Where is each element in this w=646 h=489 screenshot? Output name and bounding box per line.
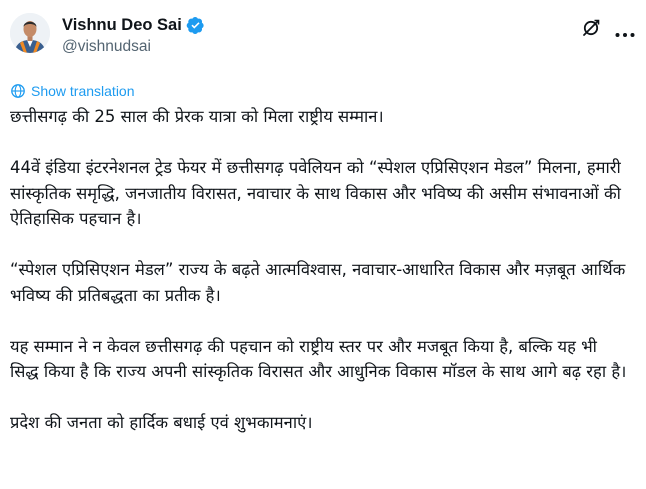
show-translation-label: Show translation xyxy=(31,83,135,99)
tweet-paragraph: छत्तीसगढ़ की 25 साल की प्रेरक यात्रा को मिला राष्ट्रीय सम्मान। xyxy=(10,107,384,126)
tweet-text xyxy=(10,104,630,436)
grok-icon[interactable] xyxy=(581,18,601,38)
author-display-name[interactable]: Vishnu Deo Sai xyxy=(62,15,182,34)
tweet-paragraph: “स्पेशल एप्रिसिएशन मेडल” राज्य के बढ़ते आत्मविश्वास, नवाचार-आधारित विकास और मज़बूत आर्थिक भविष्य की प्रतिबद्धता का प्रतीक है। xyxy=(10,260,626,305)
globe-translate-icon xyxy=(10,83,26,99)
verified-badge-icon xyxy=(186,16,205,35)
tweet-paragraph: यह सम्मान ने न केवल छत्तीसगढ़ की पहचान को राष्ट्रीय स्तर पर और मजबूत किया है, बल्कि यह भी सिद्ध किया है कि राज्य अपनी सांस्कृतिक विरासत और आधुनिक विकास मॉडल के साथ आगे बढ़ रहा है। xyxy=(10,336,627,381)
show-translation-link[interactable] xyxy=(10,82,135,100)
author-name-row xyxy=(62,14,205,36)
avatar-portrait-icon xyxy=(10,13,50,53)
tweet-paragraph: प्रदेश की जनता को हार्दिक बधाई एवं शुभकामनाएं। xyxy=(10,413,313,432)
tweet-paragraph: 44वें इंडिया इंटरनेशनल ट्रेड फेयर में छत्तीसगढ़ पवेलियन को “स्पेशल एप्रिसिएशन मेडल” मिलना, हमारी सांस्कृतिक समृद्धि, जनजातीय विरासत, नवाचार के साथ विकास और भविष्य की असीम संभावनाओं की ऐतिहासिक पहचान है। xyxy=(10,158,621,228)
more-options-icon[interactable] xyxy=(614,24,636,32)
author-handle[interactable]: @vishnudsai xyxy=(62,38,151,55)
avatar[interactable] xyxy=(10,13,50,53)
